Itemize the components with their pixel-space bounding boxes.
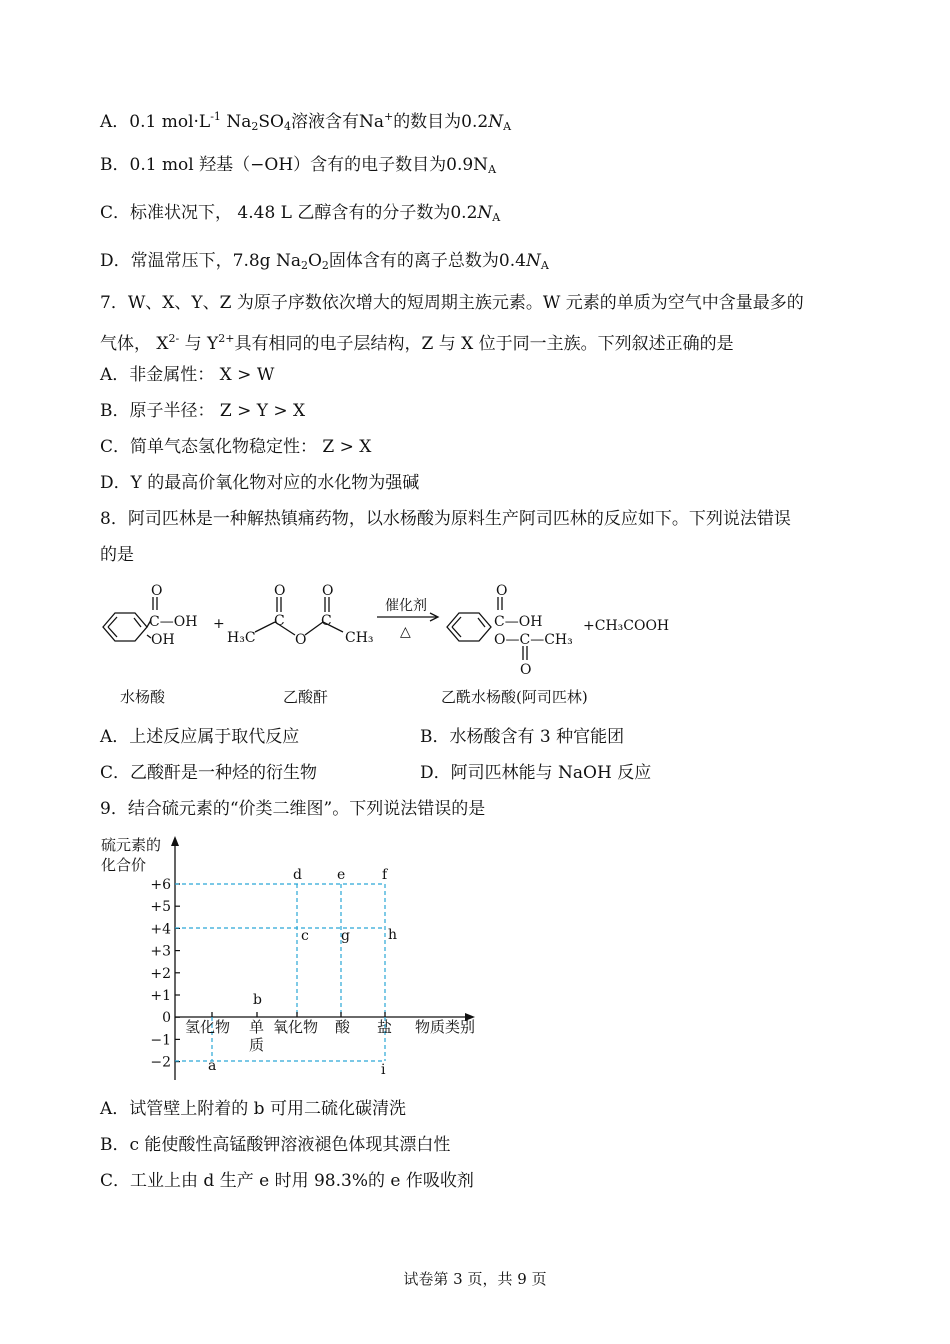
aa-c2: C bbox=[321, 613, 332, 629]
y-tick-label: −1 bbox=[150, 1032, 171, 1049]
aa-o2: O bbox=[322, 583, 334, 599]
point-a: a bbox=[208, 1058, 217, 1074]
subscript: 2 bbox=[300, 259, 308, 272]
subscript: 2 bbox=[321, 259, 329, 272]
avogadro-n: N bbox=[525, 251, 541, 271]
aa-c1: C bbox=[274, 613, 285, 629]
y-tick-label: 0 bbox=[162, 1010, 171, 1027]
point-h: h bbox=[388, 927, 398, 943]
xcat-elemental-1: 单 bbox=[249, 1018, 265, 1036]
q7-option-b: B．原子半径： Z > Y > X bbox=[100, 401, 306, 421]
xcat-oxide: 氧化物 bbox=[273, 1018, 319, 1036]
y-tick-label: −2 bbox=[150, 1054, 171, 1071]
byproduct: +CH₃COOH bbox=[583, 618, 670, 634]
subscript: A bbox=[488, 163, 497, 176]
asp-o-top: O bbox=[496, 583, 508, 599]
q7-option-a: A．非金属性： X > W bbox=[100, 365, 275, 385]
q8-stem-line1: 8．阿司匹林是一种解热镇痛药物，以水杨酸为原料生产阿司匹林的反应如下。下列说法错误 bbox=[100, 509, 791, 529]
superscript: -1 bbox=[210, 110, 221, 123]
aa-ch3: CH₃ bbox=[345, 630, 374, 646]
aa-h3c: H₃C bbox=[227, 630, 256, 646]
superscript: 2+ bbox=[218, 332, 235, 345]
text: 0.1 mol 羟基（−OH）含有的电子数目为0.9N bbox=[129, 155, 489, 175]
y-label-line2: 化合价 bbox=[101, 856, 147, 874]
reaction-scheme bbox=[95, 580, 695, 710]
text: 气体， X bbox=[100, 334, 169, 354]
y-tick-label: +6 bbox=[150, 877, 171, 893]
q7-stem-line1: 7．W、X、Y、Z 为原子序数依次增大的短周期主族元素。W 元素的单质为空气中含量最多的 bbox=[100, 293, 804, 313]
q8-option-d: D．阿司匹林能与 NaOH 反应 bbox=[420, 763, 652, 783]
asp-ester: O—C—CH₃ bbox=[494, 632, 573, 648]
y-tick-label: +3 bbox=[150, 943, 171, 960]
name-aspirin: 乙酰水杨酸(阿司匹林) bbox=[441, 688, 588, 706]
text: 标准状况下， 4.48 L 乙醇含有的分子数为0.2 bbox=[130, 203, 478, 223]
aa-bridge-o: O bbox=[295, 632, 307, 648]
heat-symbol: △ bbox=[400, 624, 411, 640]
superscript: + bbox=[383, 110, 394, 123]
subscript: 2 bbox=[251, 120, 259, 133]
text: Na bbox=[220, 112, 252, 132]
page-footer: 试卷第 3 页，共 9 页 bbox=[403, 1270, 547, 1288]
q9-stem: 9．结合硫元素的“价类二维图”。下列说法错误的是 bbox=[100, 799, 486, 819]
xcat-elemental-2: 质 bbox=[249, 1036, 265, 1054]
option-label: D． bbox=[100, 251, 131, 271]
name-salicylic-acid: 水杨酸 bbox=[120, 688, 166, 706]
text: SO bbox=[258, 112, 284, 132]
point-g: g bbox=[341, 928, 350, 944]
q7-option-c: C．简单气态氢化物稳定性： Z > X bbox=[100, 437, 372, 457]
q7-option-d: D．Y 的最高价氧化物对应的水化物为强碱 bbox=[100, 473, 420, 493]
q8-option-b: B．水杨酸含有 3 种官能团 bbox=[420, 727, 625, 747]
y-tick-label: +4 bbox=[150, 921, 171, 938]
text: 固体含有的离子总数为0.4 bbox=[328, 251, 526, 271]
point-e: e bbox=[337, 867, 346, 883]
text: 具有相同的电子层结构，Z 与 X 位于同一主族。下列叙述正确的是 bbox=[234, 334, 734, 354]
q9-option-b: B．c 能使酸性高锰酸钾溶液褪色体现其漂白性 bbox=[100, 1135, 451, 1155]
q6-option-d bbox=[100, 250, 549, 277]
q6-option-a bbox=[100, 106, 511, 138]
avogadro-n: N bbox=[477, 203, 493, 223]
xcat-hydride: 氢化物 bbox=[185, 1018, 231, 1036]
sa-oh-text: OH bbox=[151, 632, 175, 648]
q9-option-c: C．工业上由 d 生产 e 时用 98.3%的 e 作吸收剂 bbox=[100, 1171, 474, 1191]
xcat-acid: 酸 bbox=[335, 1018, 351, 1036]
y-tick-label: +1 bbox=[150, 988, 171, 1004]
catalyst-label: 催化剂 bbox=[385, 598, 427, 614]
subscript: A bbox=[503, 120, 512, 133]
text: 溶液含有Na bbox=[290, 112, 384, 132]
name-acetic-anhydride: 乙酸酐 bbox=[283, 688, 329, 706]
subscript: 4 bbox=[283, 120, 291, 133]
superscript: 2- bbox=[168, 332, 180, 345]
text: 常温常压下，7.8g Na bbox=[130, 251, 301, 271]
text: 0.1 mol·L bbox=[129, 112, 211, 132]
text: O bbox=[307, 251, 322, 271]
point-c: c bbox=[301, 928, 309, 944]
q8-option-c: C．乙酸酐是一种烃的衍生物 bbox=[100, 763, 318, 783]
avogadro-n: N bbox=[488, 112, 504, 132]
text: 的数目为0.2 bbox=[393, 112, 489, 132]
plus-sign: + bbox=[213, 616, 225, 632]
option-label: B． bbox=[100, 155, 130, 175]
q8-stem-line2: 的是 bbox=[100, 545, 134, 565]
y-tick-label: +5 bbox=[150, 899, 171, 916]
subscript: A bbox=[540, 259, 549, 272]
x-ticks bbox=[212, 1012, 385, 1017]
text: 与 Y bbox=[179, 334, 219, 354]
point-d: d bbox=[293, 867, 302, 883]
y-axis-arrow-icon bbox=[171, 836, 179, 846]
y-tick-label: +2 bbox=[150, 965, 171, 982]
xcat-salt: 盐 bbox=[377, 1018, 393, 1036]
asp-o-bottom: O bbox=[520, 662, 532, 678]
sa-o-text: O bbox=[151, 583, 163, 599]
y-label-line1: 硫元素的 bbox=[101, 836, 162, 854]
subscript: A bbox=[492, 211, 501, 224]
sulfur-valence-diagram bbox=[95, 832, 495, 1084]
aa-o1: O bbox=[274, 583, 286, 599]
option-label: A． bbox=[100, 112, 130, 132]
q8-option-a: A．上述反应属于取代反应 bbox=[100, 727, 300, 747]
point-b: b bbox=[253, 992, 262, 1008]
asp-cooh: C—OH bbox=[494, 614, 543, 630]
q7-stem-line2 bbox=[100, 328, 734, 355]
sa-cooh-text: C—OH bbox=[149, 614, 198, 630]
option-label: C． bbox=[100, 203, 131, 223]
q6-option-b bbox=[100, 154, 496, 181]
x-axis-label: 物质类别 bbox=[415, 1018, 476, 1036]
point-f: f bbox=[382, 867, 388, 883]
q6-option-c bbox=[100, 202, 500, 229]
q9-option-a: A．试管壁上附着的 b 可用二硫化碳清洗 bbox=[100, 1099, 406, 1119]
point-i: i bbox=[381, 1062, 386, 1078]
